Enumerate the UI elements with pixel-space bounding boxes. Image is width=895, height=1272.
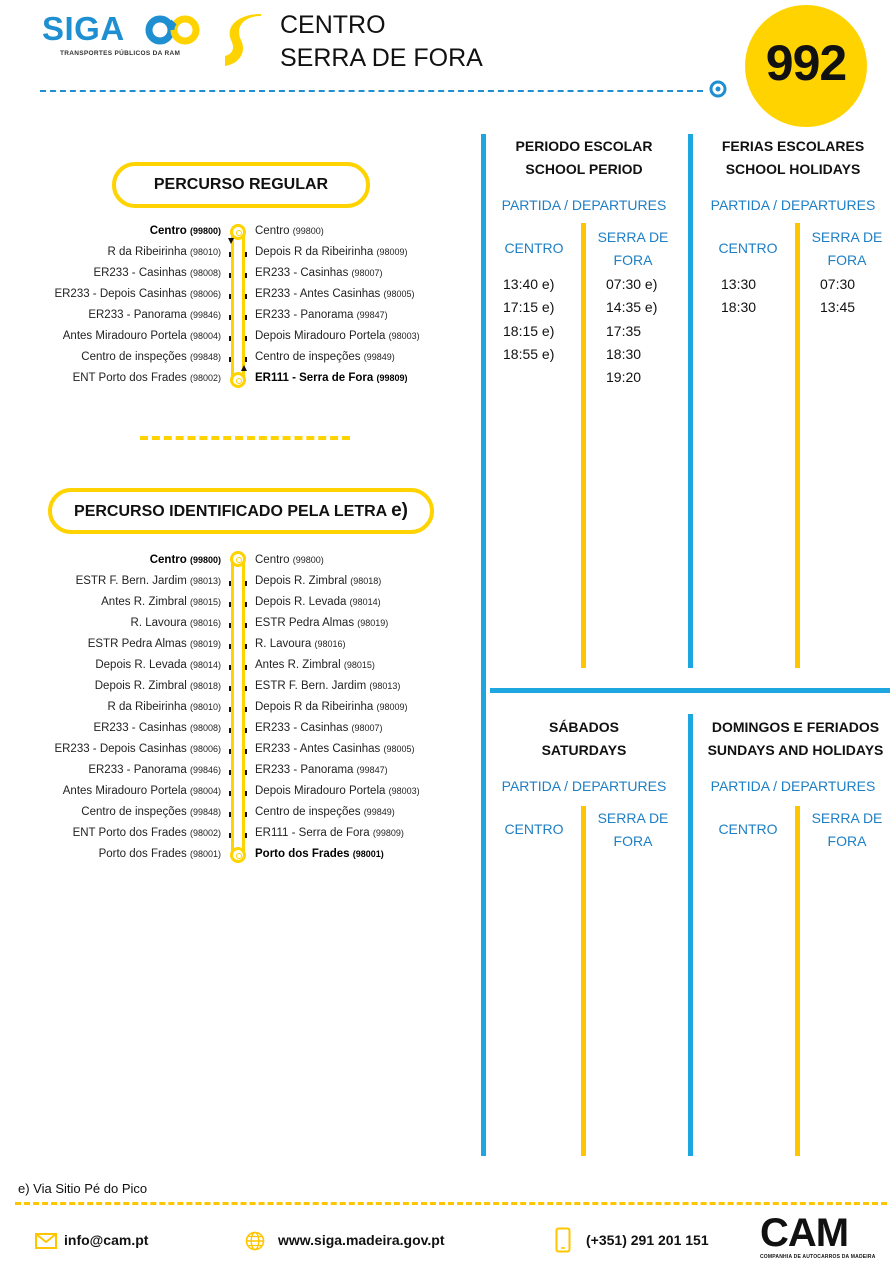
sundays-col-serra-line2: FORA (827, 833, 867, 849)
holidays-col-serra-line1: SERRA DE (811, 229, 883, 245)
stop-code: (98014) (189, 660, 221, 670)
route_e-stop-left (108, 701, 222, 713)
stop-tick (245, 665, 247, 670)
holidays-departures-label: PARTIDA / DEPARTURES (710, 197, 876, 213)
stop-name: ENT Porto dos Frades (72, 372, 190, 384)
stop-name: Centro (149, 554, 190, 566)
route_regular-stop-right (255, 372, 407, 384)
stop-code: (98016) (189, 618, 221, 628)
stop-code: (98010) (189, 702, 221, 712)
stop-tick (245, 294, 247, 299)
route_e-stop-left (76, 575, 221, 587)
stop-name: Depois R. Levada (255, 596, 350, 608)
route_regular-stop-right (255, 267, 383, 279)
route_e-stop-right (255, 617, 388, 629)
siga-logo: SIGA (42, 10, 125, 47)
line-end-icon (709, 80, 727, 98)
saturdays-title (486, 716, 682, 762)
saturdays-departures-label: PARTIDA / DEPARTURES (501, 778, 667, 794)
stop-name: Depois Miradouro Portela (255, 330, 389, 342)
route-title-origin: CENTRO (280, 11, 386, 39)
holidays-serra-time: 13:45 (820, 299, 856, 316)
route_regular-stop-left (73, 372, 221, 384)
stop-code: (98005) (383, 744, 415, 754)
stop-name: ER233 - Antes Casinhas (255, 743, 384, 755)
route_e-stop-left (101, 596, 221, 608)
route-regular-line (231, 224, 245, 386)
route-e-heading-text: PERCURSO IDENTIFICADO PELA LETRA (74, 503, 387, 520)
route_e-stop-right (255, 596, 381, 608)
school-centro-time: 18:55 e) (503, 345, 555, 362)
saturdays-col-serra-line1: SERRA DE (597, 810, 669, 826)
school-period-title-pt: PERIODO ESCOLAR (515, 138, 653, 154)
sunday-column-divider (795, 806, 800, 1156)
holidays-title (696, 135, 890, 181)
saturday-column-divider (581, 806, 586, 1156)
stop-tick (229, 707, 231, 712)
stop-code: (99846) (189, 765, 221, 775)
cam-logo: CAM (760, 1211, 849, 1255)
route_e-stop-left (99, 848, 221, 860)
route_regular-stop-right (255, 288, 415, 300)
sundays-col-centro: CENTRO (718, 821, 778, 837)
stop-tick (245, 602, 247, 607)
stop-tick (229, 315, 231, 320)
route_e-stop-right (255, 554, 324, 566)
website-link[interactable]: www.siga.madeira.gov.pt (278, 1232, 445, 1248)
stop-name: ER233 - Panorama (255, 309, 357, 321)
school-serra-time: 18:30 (606, 345, 642, 362)
school-serra-time: 17:35 (606, 322, 642, 339)
school-period-title (486, 135, 682, 181)
stop-name: ER233 - Depois Casinhas (54, 743, 190, 755)
stop-tick (229, 336, 231, 341)
route_regular-stop-left (150, 225, 221, 237)
holidays-centro-time: 18:30 (721, 299, 757, 316)
stop-name: ESTR Pedra Almas (255, 617, 358, 629)
stop-code: (99848) (189, 807, 221, 817)
stop-code: (99800) (189, 226, 221, 236)
stop-code: (98013) (189, 576, 221, 586)
stop-name: ENT Porto dos Frades (72, 827, 190, 839)
stop-tick (245, 581, 247, 586)
stop-name: Centro de inspeções (81, 351, 190, 363)
route_e-stop-right (255, 680, 400, 692)
stop-code: (98001) (352, 849, 384, 859)
stop-tick (229, 833, 231, 838)
route_e-stop-right (255, 764, 388, 776)
stop-tick (229, 294, 231, 299)
stop-name: ESTR F. Bern. Jardim (255, 680, 370, 692)
stop-name: ER233 - Casinhas (255, 722, 352, 734)
stop-code: (98004) (189, 331, 221, 341)
route_e-stop-right (255, 827, 404, 839)
direction-down-icon (228, 238, 234, 244)
school-serra-time: 19:20 (606, 369, 642, 386)
stop-tick (245, 812, 247, 817)
route-e-heading-letter: e) (391, 500, 408, 521)
stop-tick (229, 357, 231, 362)
timetable-left-border (481, 134, 486, 1156)
school-serra-time: 07:30 e) (606, 276, 658, 292)
stop-name: Depois R. Levada (95, 659, 190, 671)
stop-code: (98015) (343, 660, 375, 670)
stop-name: Depois R da Ribeirinha (255, 701, 377, 713)
stop-code: (99848) (189, 352, 221, 362)
holidays-title-pt: FERIAS ESCOLARES (721, 138, 865, 154)
stop-code: (98009) (376, 702, 408, 712)
stop-tick (229, 749, 231, 754)
stop-code: (98016) (314, 639, 346, 649)
stop-code: (98018) (350, 576, 382, 586)
route_e-stop-left (93, 722, 221, 734)
stop-name: Centro (255, 554, 293, 566)
stop-tick (245, 252, 247, 257)
stop-code: (98004) (189, 786, 221, 796)
sundays-col-serra-line1: SERRA DE (811, 810, 883, 826)
stop-name: ESTR Pedra Almas (87, 638, 190, 650)
stop-tick (245, 273, 247, 278)
stop-code: (98002) (189, 828, 221, 838)
stop-tick (229, 791, 231, 796)
stop-tick (229, 728, 231, 733)
globe-icon (245, 1231, 265, 1251)
timetable-horizontal-divider (490, 688, 890, 693)
route-regular-heading: PERCURSO REGULAR (112, 162, 370, 208)
route_regular-stop-left (108, 246, 222, 258)
route_regular-stop-right (255, 330, 420, 342)
stop-name: Antes R. Zimbral (101, 596, 190, 608)
stop-code: (99800) (292, 555, 324, 565)
stop-code: (99800) (189, 555, 221, 565)
stop-code: (99849) (363, 352, 395, 362)
stop-name: ER233 - Casinhas (255, 267, 352, 279)
holidays-centro-time: 13:30 (721, 276, 757, 292)
stop-code: (98008) (189, 268, 221, 278)
stop-code: (98010) (189, 247, 221, 257)
stop-code: (98006) (189, 744, 221, 754)
route_e-stop-right (255, 806, 395, 818)
stop-tick (229, 252, 231, 257)
school-period-title-en: SCHOOL PERIOD (525, 161, 643, 177)
timetable-mid-border-top (688, 134, 693, 668)
stop-code: (99849) (363, 807, 395, 817)
sundays-title (696, 716, 895, 762)
stop-name: ER233 - Panorama (88, 764, 190, 776)
route-title-destination: SERRA DE FORA (280, 44, 483, 72)
route_regular-stop-left (63, 330, 221, 342)
s-brand-mark-icon (223, 14, 265, 68)
siga-logo-subtitle: TRANSPORTES PÚBLICOS DA RAM (60, 50, 181, 57)
sundays-col-serra (804, 807, 890, 853)
route-e-start-terminal (230, 551, 246, 567)
route_regular-stop-right (255, 246, 407, 258)
stop-code: (98018) (189, 681, 221, 691)
stop-code: (98003) (388, 786, 420, 796)
route_regular-stop-right (255, 225, 324, 237)
holidays-serra-time: 07:30 (820, 276, 856, 292)
school-serra-time: 14:35 e) (606, 299, 658, 316)
stop-name: Porto dos Frades (255, 848, 353, 860)
stop-name: ER111 - Serra de Fora (255, 372, 377, 384)
saturdays-title-en: SATURDAYS (541, 742, 627, 758)
stop-name: ER233 - Antes Casinhas (255, 288, 384, 300)
stop-name: ESTR F. Bern. Jardim (75, 575, 190, 587)
stop-tick (229, 623, 231, 628)
email-link[interactable]: info@cam.pt (64, 1232, 149, 1248)
stop-tick (245, 644, 247, 649)
direction-up-icon (241, 365, 247, 371)
stop-name: Centro de inspeções (81, 806, 190, 818)
stop-name: Depois R da Ribeirinha (255, 246, 377, 258)
stop-name: Depois R. Zimbral (94, 680, 190, 692)
stop-tick (229, 581, 231, 586)
saturdays-col-serra (590, 807, 676, 853)
stop-code: (99846) (189, 310, 221, 320)
stop-tick (245, 707, 247, 712)
stop-code: (98007) (351, 723, 383, 733)
holidays-col-serra (804, 226, 890, 272)
route_e-stop-left (81, 806, 221, 818)
school-col-serra-line1: SERRA DE (597, 229, 669, 245)
stop-name: R da Ribeirinha (107, 701, 190, 713)
stop-name: Antes Miradouro Portela (62, 785, 190, 797)
school-col-serra-line2: FORA (613, 252, 653, 268)
route_e-stop-right (255, 701, 407, 713)
header-dashed-line (40, 90, 703, 92)
stop-name: ER233 - Panorama (88, 309, 190, 321)
stop-name: R. Lavoura (130, 617, 190, 629)
stop-code: (99847) (356, 765, 388, 775)
stop-name: ER233 - Casinhas (93, 267, 190, 279)
school-centro-time: 17:15 e) (503, 299, 555, 316)
stop-tick (229, 602, 231, 607)
stop-tick (245, 623, 247, 628)
stop-name: Centro de inspeções (255, 806, 364, 818)
stop-code: (98019) (189, 639, 221, 649)
cam-logo-subtitle: COMPANHIA DE AUTOCARROS DA MADEIRA (760, 1254, 876, 1260)
school-col-serra (590, 226, 676, 272)
phone-icon (555, 1227, 571, 1253)
sundays-title-en: SUNDAYS AND HOLIDAYS (707, 742, 884, 758)
stop-code: (98003) (388, 331, 420, 341)
stop-name: Depois R. Zimbral (255, 575, 351, 587)
stop-tick (245, 749, 247, 754)
stop-code: (98009) (376, 247, 408, 257)
route_e-stop-left (63, 785, 221, 797)
stop-tick (245, 357, 247, 362)
stop-tick (229, 686, 231, 691)
envelope-icon (35, 1233, 57, 1249)
stop-code: (98005) (383, 289, 415, 299)
stop-tick (229, 770, 231, 775)
route_e-stop-right (255, 848, 384, 860)
stop-tick (229, 665, 231, 670)
stop-tick (245, 315, 247, 320)
stop-name: ER233 - Depois Casinhas (54, 288, 190, 300)
route_e-stop-left (54, 743, 221, 755)
route_regular-stop-right (255, 351, 395, 363)
route_e-stop-right (255, 743, 415, 755)
route_e-stop-left (150, 554, 221, 566)
saturdays-col-serra-line2: FORA (613, 833, 653, 849)
school-col-centro: CENTRO (504, 240, 564, 256)
stop-tick (245, 686, 247, 691)
school-centro-time: 18:15 e) (503, 322, 555, 339)
route_regular-stop-left (93, 267, 221, 279)
route-e-line (231, 551, 245, 863)
stop-tick (229, 644, 231, 649)
route-e-end-terminal (230, 847, 246, 863)
saturdays-title-pt: SÁBADOS (548, 719, 619, 735)
school-column-divider (581, 223, 586, 668)
stop-name: Depois Miradouro Portela (255, 785, 389, 797)
siga-rings-icon (145, 14, 201, 46)
route_e-stop-right (255, 575, 381, 587)
stop-code: (98019) (357, 618, 389, 628)
route_regular-stop-left (81, 351, 221, 363)
route_e-stop-right (255, 785, 420, 797)
route_e-stop-right (255, 659, 375, 671)
stop-code: (98007) (351, 268, 383, 278)
holiday-column-divider (795, 223, 800, 668)
route_regular-stop-left (54, 288, 221, 300)
stop-code: (98001) (189, 849, 221, 859)
stop-name: Centro (255, 225, 293, 237)
stop-name: R. Lavoura (255, 638, 315, 650)
stop-name: ER233 - Panorama (255, 764, 357, 776)
stop-code: (98002) (189, 373, 221, 383)
stop-tick (245, 336, 247, 341)
route_regular-stop-right (255, 309, 388, 321)
stop-tick (229, 812, 231, 817)
school-centro-time: 13:40 e) (503, 276, 555, 292)
phone-link[interactable]: (+351) 291 201 151 (586, 1232, 709, 1248)
stop-tick (245, 728, 247, 733)
route-e-heading (48, 488, 434, 534)
route-title (280, 9, 483, 75)
route_e-stop-left (131, 617, 221, 629)
stop-code: (99809) (376, 373, 408, 383)
section-divider (140, 436, 350, 440)
route_e-stop-left (88, 764, 221, 776)
stop-name: Porto dos Frades (98, 848, 190, 860)
route_e-stop-right (255, 638, 345, 650)
stop-code: (99800) (292, 226, 324, 236)
stop-code: (99809) (372, 828, 404, 838)
school-departures-label: PARTIDA / DEPARTURES (501, 197, 667, 213)
sundays-title-pt: DOMINGOS E FERIADOS (711, 719, 880, 735)
holidays-title-en: SCHOOL HOLIDAYS (725, 161, 861, 177)
stop-code: (99847) (356, 310, 388, 320)
stop-name: Antes Miradouro Portela (62, 330, 190, 342)
saturdays-col-centro: CENTRO (504, 821, 564, 837)
route-number: 992 (765, 35, 847, 91)
route_e-stop-left (95, 659, 221, 671)
holidays-col-serra-line2: FORA (827, 252, 867, 268)
stop-code: (98015) (189, 597, 221, 607)
footer-dashed-line (15, 1202, 887, 1205)
stop-code: (98014) (349, 597, 381, 607)
stop-tick (245, 833, 247, 838)
stop-name: R da Ribeirinha (107, 246, 190, 258)
route_e-stop-right (255, 722, 383, 734)
stop-name: Centro (149, 225, 190, 237)
route_e-stop-left (88, 638, 221, 650)
stop-code: (98008) (189, 723, 221, 733)
stop-tick (245, 770, 247, 775)
footnote: e) Via Sitio Pé do Pico (18, 1181, 148, 1196)
stop-tick (245, 791, 247, 796)
stop-name: Centro de inspeções (255, 351, 364, 363)
sundays-departures-label: PARTIDA / DEPARTURES (710, 778, 876, 794)
route_regular-stop-left (88, 309, 221, 321)
route-regular-end-terminal (230, 372, 246, 388)
holidays-col-centro: CENTRO (718, 240, 778, 256)
route_e-stop-left (73, 827, 221, 839)
timetable-mid-border-bottom (688, 714, 693, 1156)
stop-name: ER233 - Casinhas (93, 722, 190, 734)
route_e-stop-left (95, 680, 221, 692)
stop-code: (98013) (369, 681, 401, 691)
stop-name: Antes R. Zimbral (255, 659, 344, 671)
stop-code: (98006) (189, 289, 221, 299)
stop-tick (229, 273, 231, 278)
stop-name: ER111 - Serra de Fora (255, 827, 373, 839)
